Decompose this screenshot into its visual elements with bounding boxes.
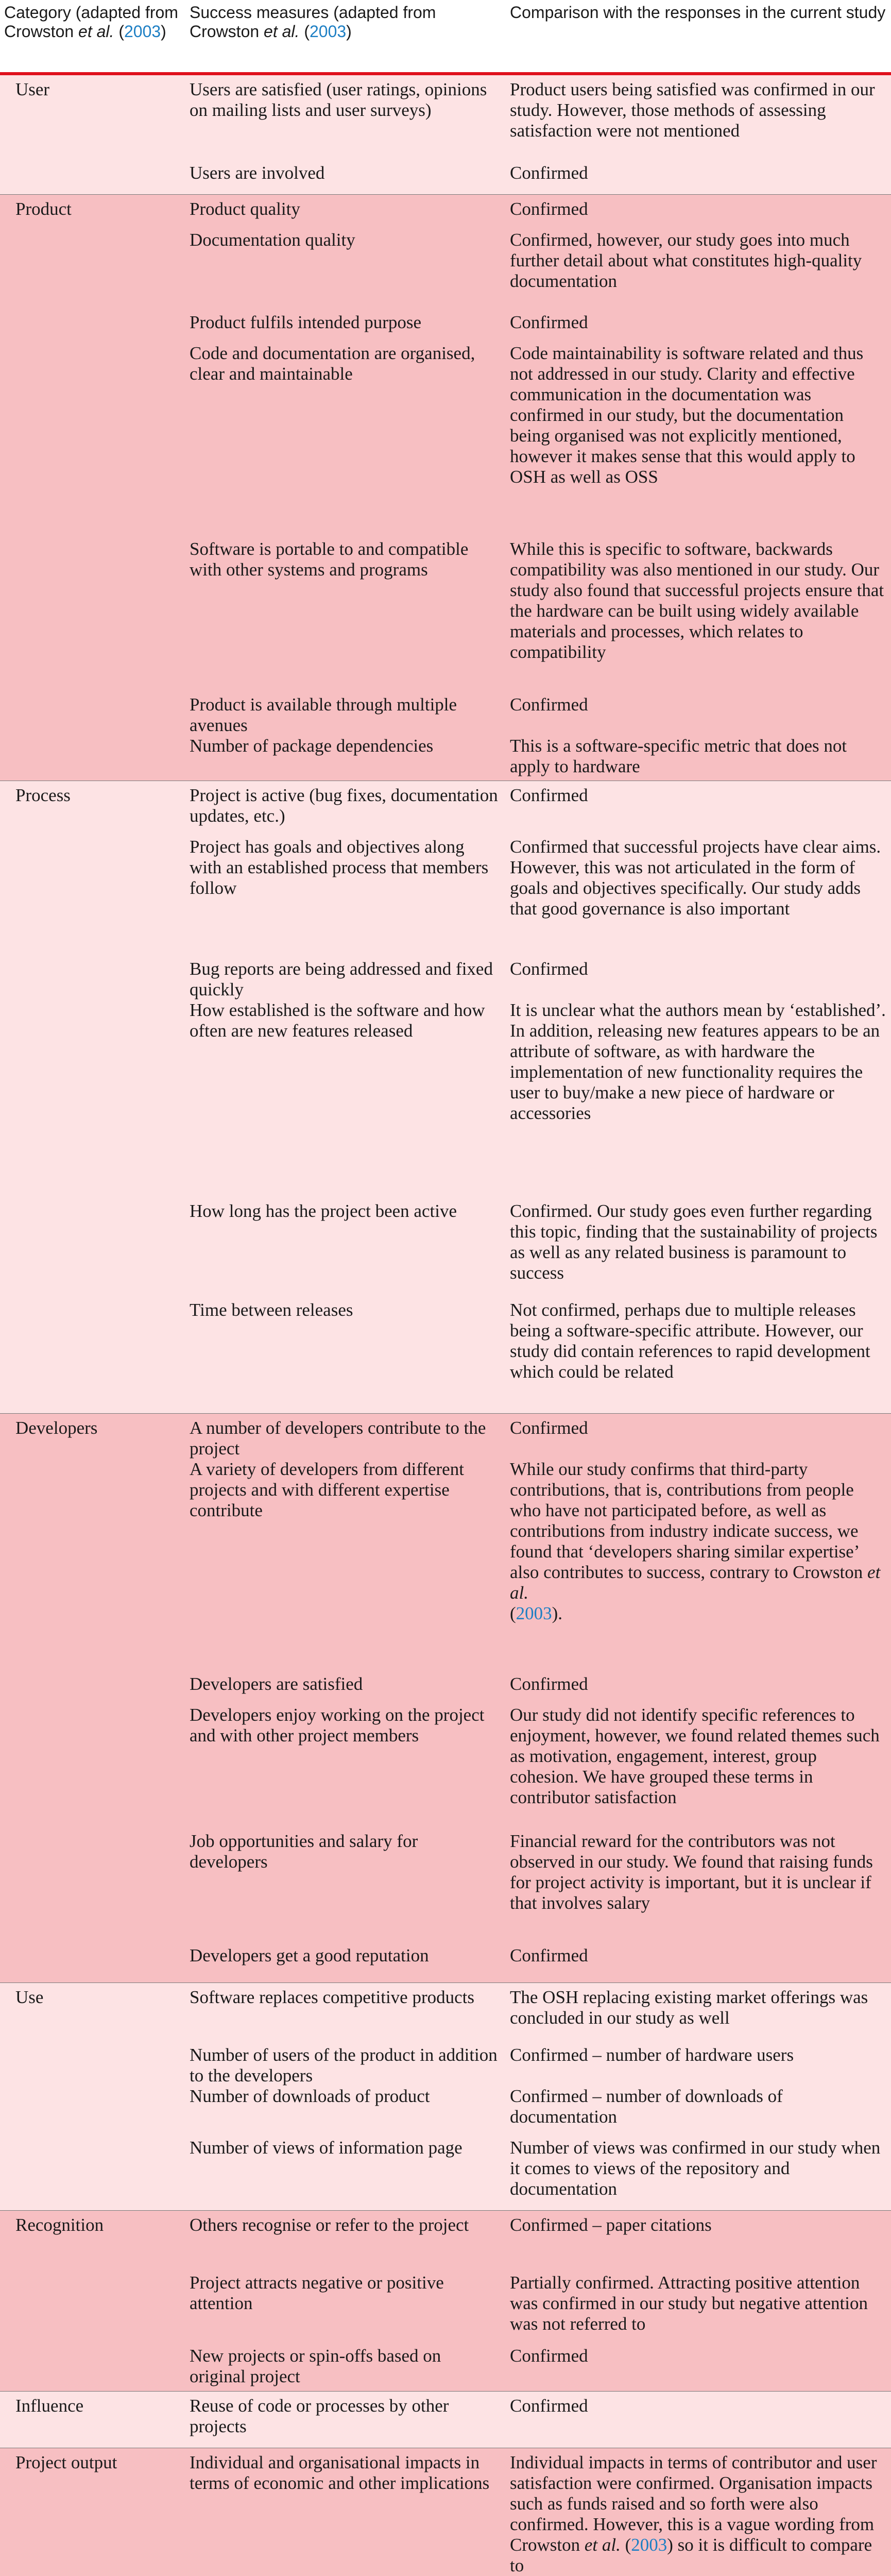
comparison: Confirmed. Our study goes even further regarding this topic, finding that the sustainability of projects as well as any related business is paramount to success [510,1201,878,1283]
category-label: Use [15,1987,44,2007]
measure: Job opportunities and salary for developers [190,1831,418,1872]
measure: Project is active (bug fixes, documentation updates, etc.) [190,785,498,826]
comparison: Confirmed [510,312,588,332]
comparison: Confirmed [510,1945,588,1965]
measure: A variety of developers from different projects and with different expertise contribute [190,1459,464,1520]
measure: Code and documentation are organised, clear and maintainable [190,343,475,384]
measure: Project has goals and objectives along with an established process that members follow [190,837,489,898]
measure: Product quality [190,199,300,219]
comparison: Confirmed [510,694,588,715]
comparison: Product users being satisfied was confirmed in our study. However, those methods of assessing satisfaction were not mentioned [510,79,875,141]
measure: How long has the project been active [190,1201,457,1221]
measure: Product is available through multiple avenues [190,694,457,735]
measure: Number of users of the product in addition to the developers [190,2045,498,2086]
comparison: Number of views was confirmed in our study when it comes to views of the repository and documentation [510,2138,881,2199]
comparison: Confirmed – paper citations [510,2215,712,2235]
group-recognition [0,2211,891,2392]
category-label: Process [15,785,71,805]
measure: Developers enjoy working on the project and with other project members [190,1705,485,1745]
group-developers [0,1414,891,1983]
measure: Users are involved [190,163,325,183]
comparison: Not confirmed, perhaps due to multiple releases being a software-specific attribute. However, our study did contain references to rapid development which could be related [510,1300,870,1382]
comparison: Confirmed [510,2346,588,2366]
group-process [0,781,891,1414]
group-project-output [0,2448,891,2576]
header-comparison: Comparison with the responses in the current study [510,3,886,22]
category-label: Product [15,199,72,219]
measure: Users are satisfied (user ratings, opinions on mailing lists and user surveys) [190,79,487,120]
category-label: Influence [15,2396,84,2416]
comparison: Confirmed, however, our study goes into much further detail about what constitutes high-quality documentation [510,230,862,291]
measure: Number of package dependencies [190,736,434,756]
measure: Reuse of code or processes by other projects [190,2396,449,2436]
measure: Product fulfils intended purpose [190,312,422,332]
header-success-measures: Success measures (adapted from Crowston et al. (2003) [190,3,436,41]
measure: Number of views of information page [190,2138,462,2158]
comparison: Code maintainability is software related and thus not addressed in our study. Clarity and effective communication in the documentation was confirmed in our study, but the documentation being organised was not explicitly mentioned, however it makes sense that this would apply to OSH as well as OSS [510,343,864,487]
group-influence [0,2392,891,2448]
header-category: Category (adapted from Crowston et al. (2003) [4,3,178,41]
comparison: Confirmed [510,199,588,219]
measure: Project attracts negative or positive attention [190,2273,444,2313]
measure: A number of developers contribute to the project [190,1418,486,1459]
measure: Developers are satisfied [190,1674,363,1694]
comparison: This is a software-specific metric that does not apply to hardware [510,736,847,776]
comparison: Confirmed [510,1674,588,1694]
measure: Individual and organisational impacts in terms of economic and other implications [190,2452,490,2493]
comparison: The OSH replacing existing market offerings was concluded in our study as well [510,1987,868,2028]
comparison: Individual impacts in terms of contributor and user satisfaction were confirmed. Organisation impacts such as funds raised and so forth were also confirmed. However, this is a vague wording from Crowston et al. (2003) so it is difficult to compare to [510,2452,877,2575]
measure: How established is the software and how often are new features released [190,1000,485,1041]
comparison: While our study confirms that third-party contributions, that is, contributions from people who have not participated before, as well as contributions from industry indicate success, we found that ‘developers sharing similar expertise’ also contributes to success, contrary to Crowston et al. (2003). [510,1459,881,1623]
comparison: It is unclear what the authors mean by ‘established’. In addition, releasing new features appears to be an attribute of software, as with hardware the implementation of new functionality requires the user to buy/make a new piece of hardware or accessories [510,1000,886,1123]
comparison: Confirmed [510,785,588,805]
measure: Time between releases [190,1300,353,1320]
category-label: Recognition [15,2215,104,2235]
measure: Number of downloads of product [190,2086,430,2106]
comparison: Our study did not identify specific references to enjoyment, however, we found related themes such as motivation, engagement, interest, group cohesion. We have grouped these terms in contributor satisfaction [510,1705,880,1807]
measure: New projects or spin-offs based on original project [190,2346,441,2386]
measure: Developers get a good reputation [190,1945,429,1965]
comparison: Partially confirmed. Attracting positive attention was confirmed in our study but negative attention was not referred to [510,2273,868,2334]
comparison: Confirmed [510,2396,588,2416]
group-use [0,1983,891,2211]
measure: Software replaces competitive products [190,1987,474,2007]
category-label: Developers [15,1418,98,1438]
comparison: Confirmed [510,959,588,979]
measure: Software is portable to and compatible with other systems and programs [190,539,469,580]
category-label: User [15,79,50,99]
measure: Bug reports are being addressed and fixed quickly [190,959,493,999]
comparison: While this is specific to software, backwards compatibility was also mentioned in our study. Our study also found that successful projects ensure that the hardware can be built using widely available materials and processes, which relates to compatibility [510,539,884,662]
measure: Others recognise or refer to the project [190,2215,469,2235]
comparison: Confirmed that successful projects have clear aims. However, this was not articulated in the form of goals and objectives specifically. Our study adds that good governance is also important [510,837,881,919]
comparison: Confirmed – number of hardware users [510,2045,794,2065]
group-product [0,195,891,781]
comparison: Confirmed [510,1418,588,1438]
comparison: Confirmed – number of downloads of documentation [510,2086,783,2127]
measure: Documentation quality [190,230,355,250]
category-label: Project output [15,2452,117,2472]
table-header [0,0,891,75]
comparison: Confirmed [510,163,588,183]
group-user [0,75,891,195]
comparison: Financial reward for the contributors was not observed in our study. We found that raising funds for project activity is important, but it is unclear if that involves salary [510,1831,873,1913]
